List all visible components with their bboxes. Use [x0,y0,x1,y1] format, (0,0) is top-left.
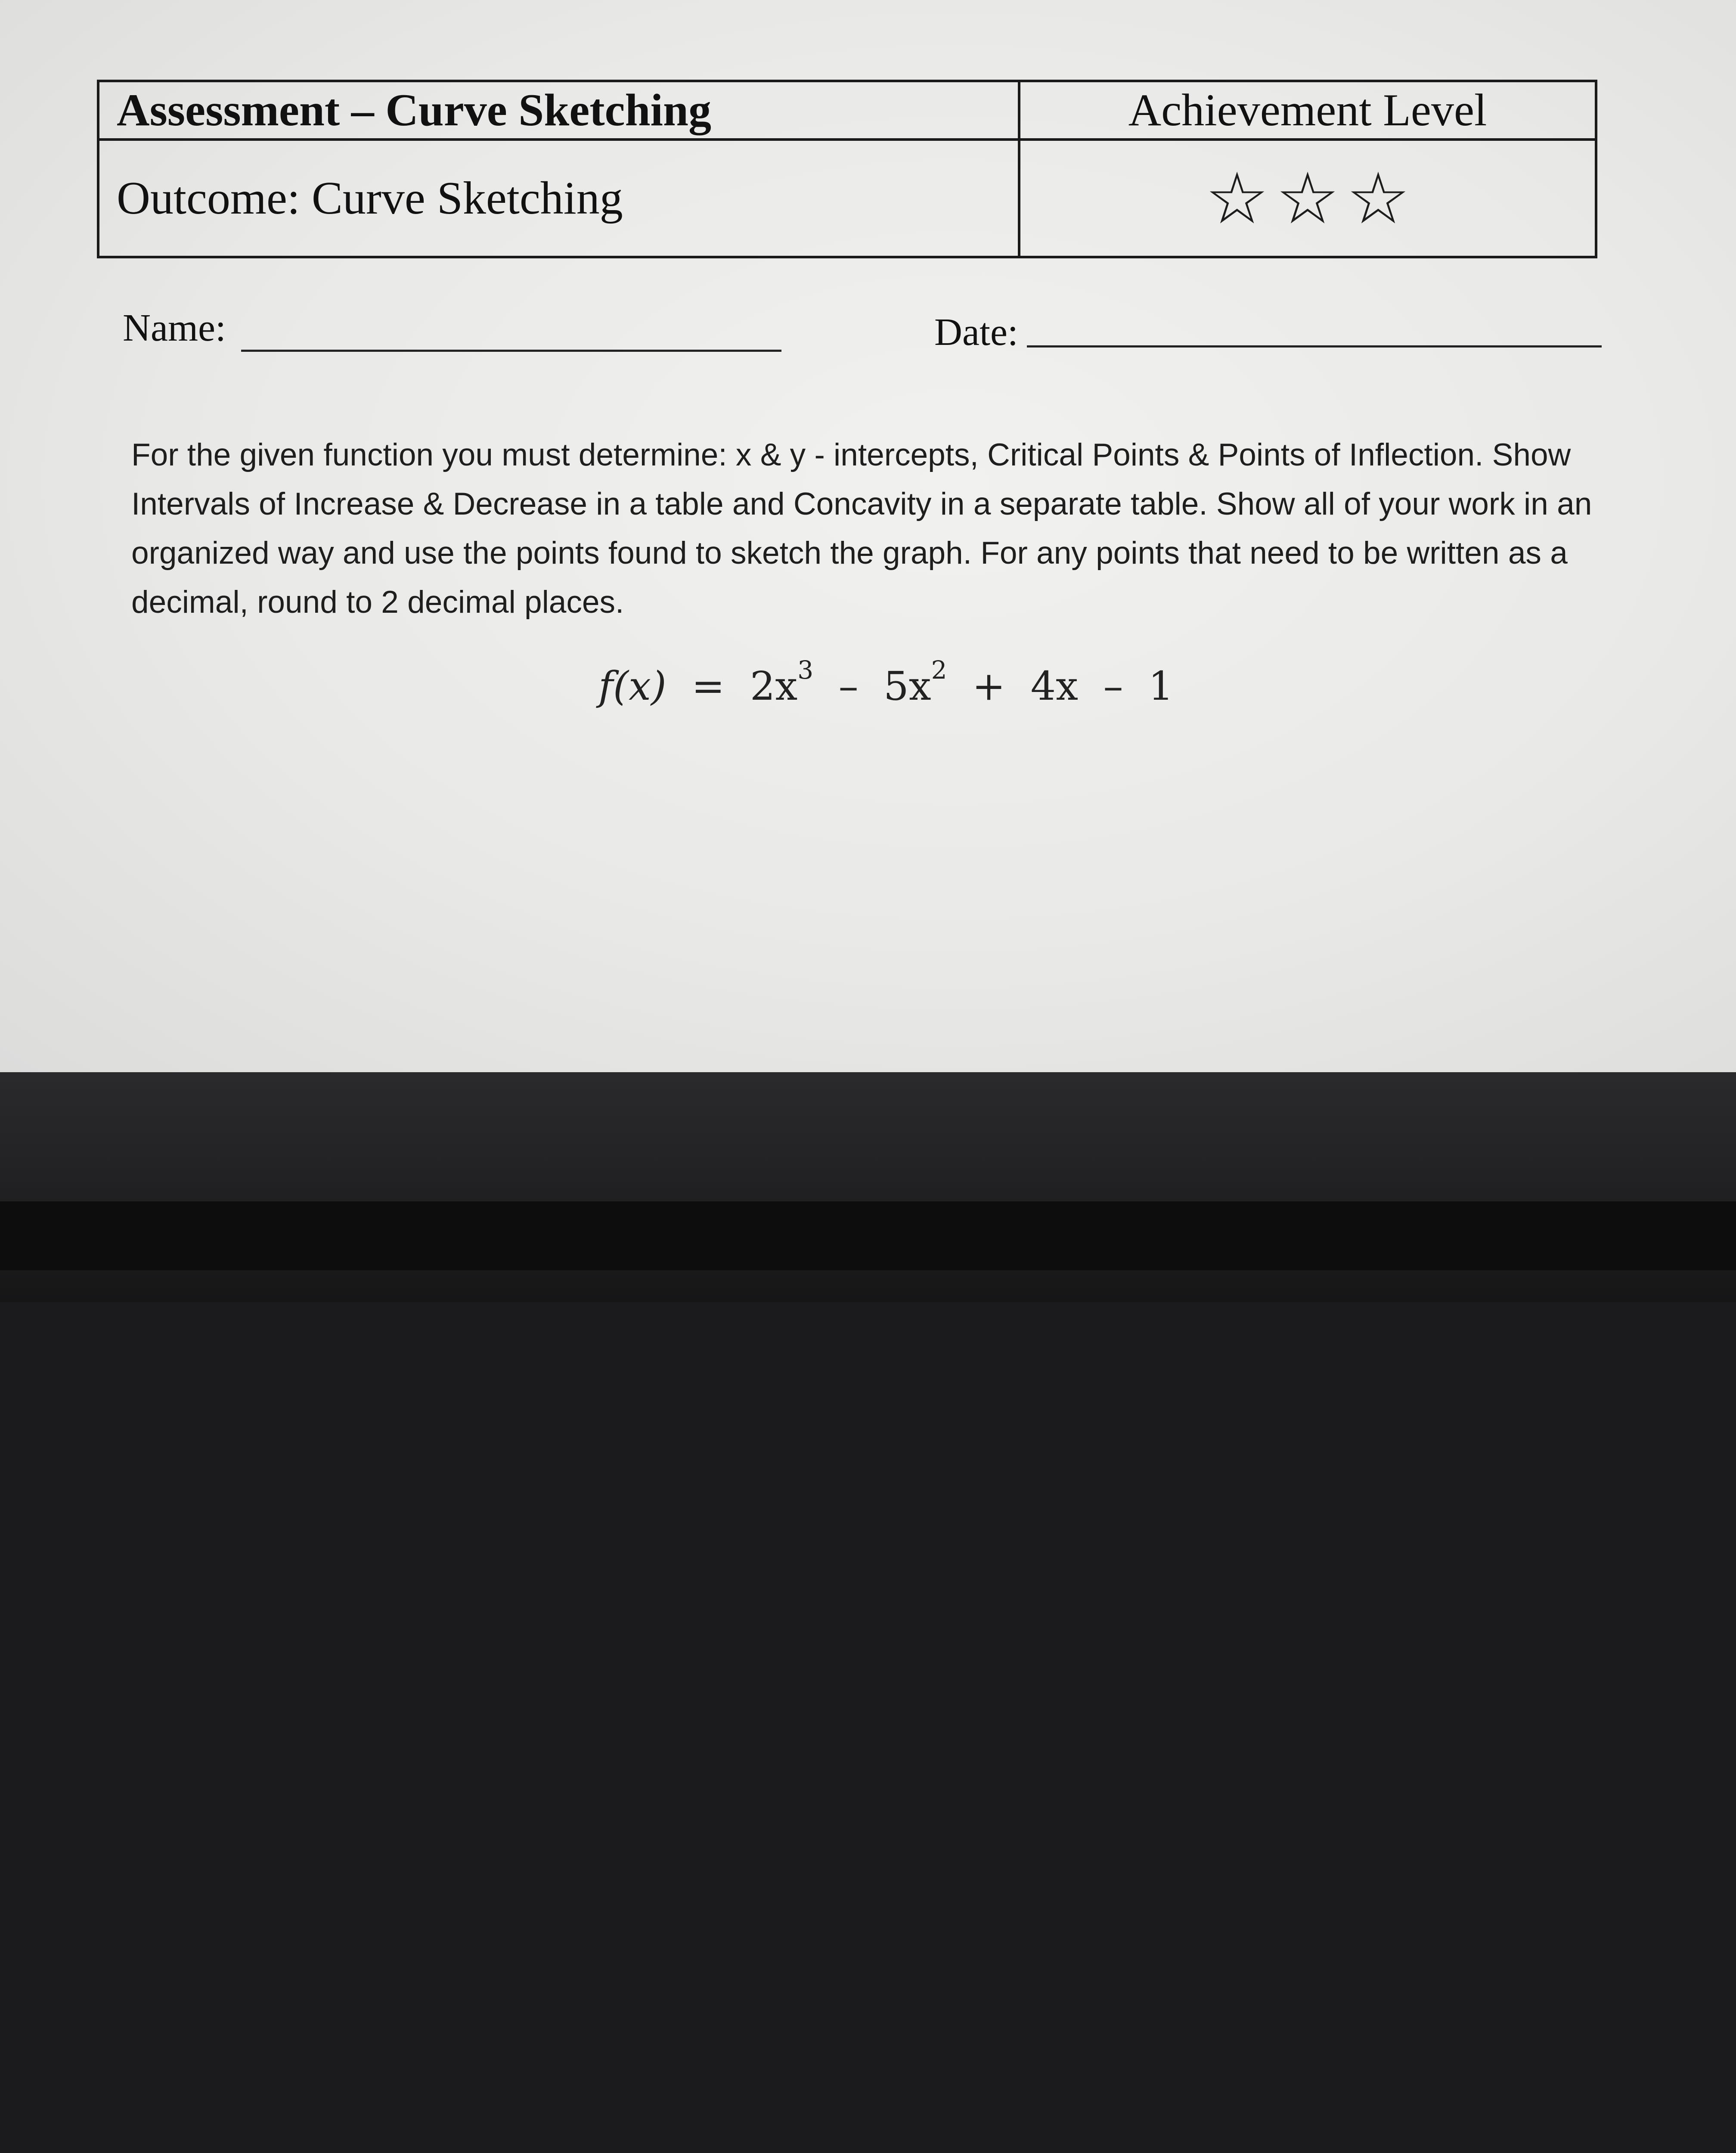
formula-term: 4x [1030,663,1078,709]
date-blank-line [1027,345,1602,347]
formula-operator: + [972,663,1006,709]
assessment-header-table [97,80,1597,258]
document-page [0,0,1736,1072]
formula-term: 5x [884,663,931,709]
formula-operator: – [1103,663,1123,709]
formula-lhs: f(x) [598,663,666,709]
formula-term: 1 [1148,663,1174,709]
formula-term: 2x [750,663,798,709]
instructions-line: organized way and use the points found to sketch the graph. For any points that need to be written as a [131,536,1568,571]
assessment-title: Assessment – Curve Sketching [98,81,1019,140]
star-icon: ☆ [1205,157,1269,240]
formula-exponent: 3 [797,655,814,685]
formula-exponent: 2 [931,655,947,685]
instructions-line: Intervals of Increase & Decrease in a table and Concavity in a separate table. Show all of your work in an [131,487,1592,521]
outcome-label: Outcome: Curve Sketching [98,140,1019,257]
achievement-level-label: Achievement Level [1019,81,1596,140]
function-formula [598,655,1174,709]
star-icon: ☆ [1346,157,1410,240]
instructions-line: decimal, round to 2 decimal places. [131,585,624,620]
star-icon: ☆ [1276,157,1339,240]
achievement-stars [1019,140,1596,257]
instructions-paragraph [131,431,1612,627]
name-blank-line [241,350,781,352]
instructions-line: For the given function you must determine: x & y - intercepts, Critical Points & Points of Inflection. Show [131,437,1571,472]
name-label: Name: [123,307,226,349]
date-label: Date: [934,311,1018,354]
laptop-hinge [0,1201,1736,1270]
formula-equals: = [691,663,725,709]
formula-operator: – [838,663,859,709]
